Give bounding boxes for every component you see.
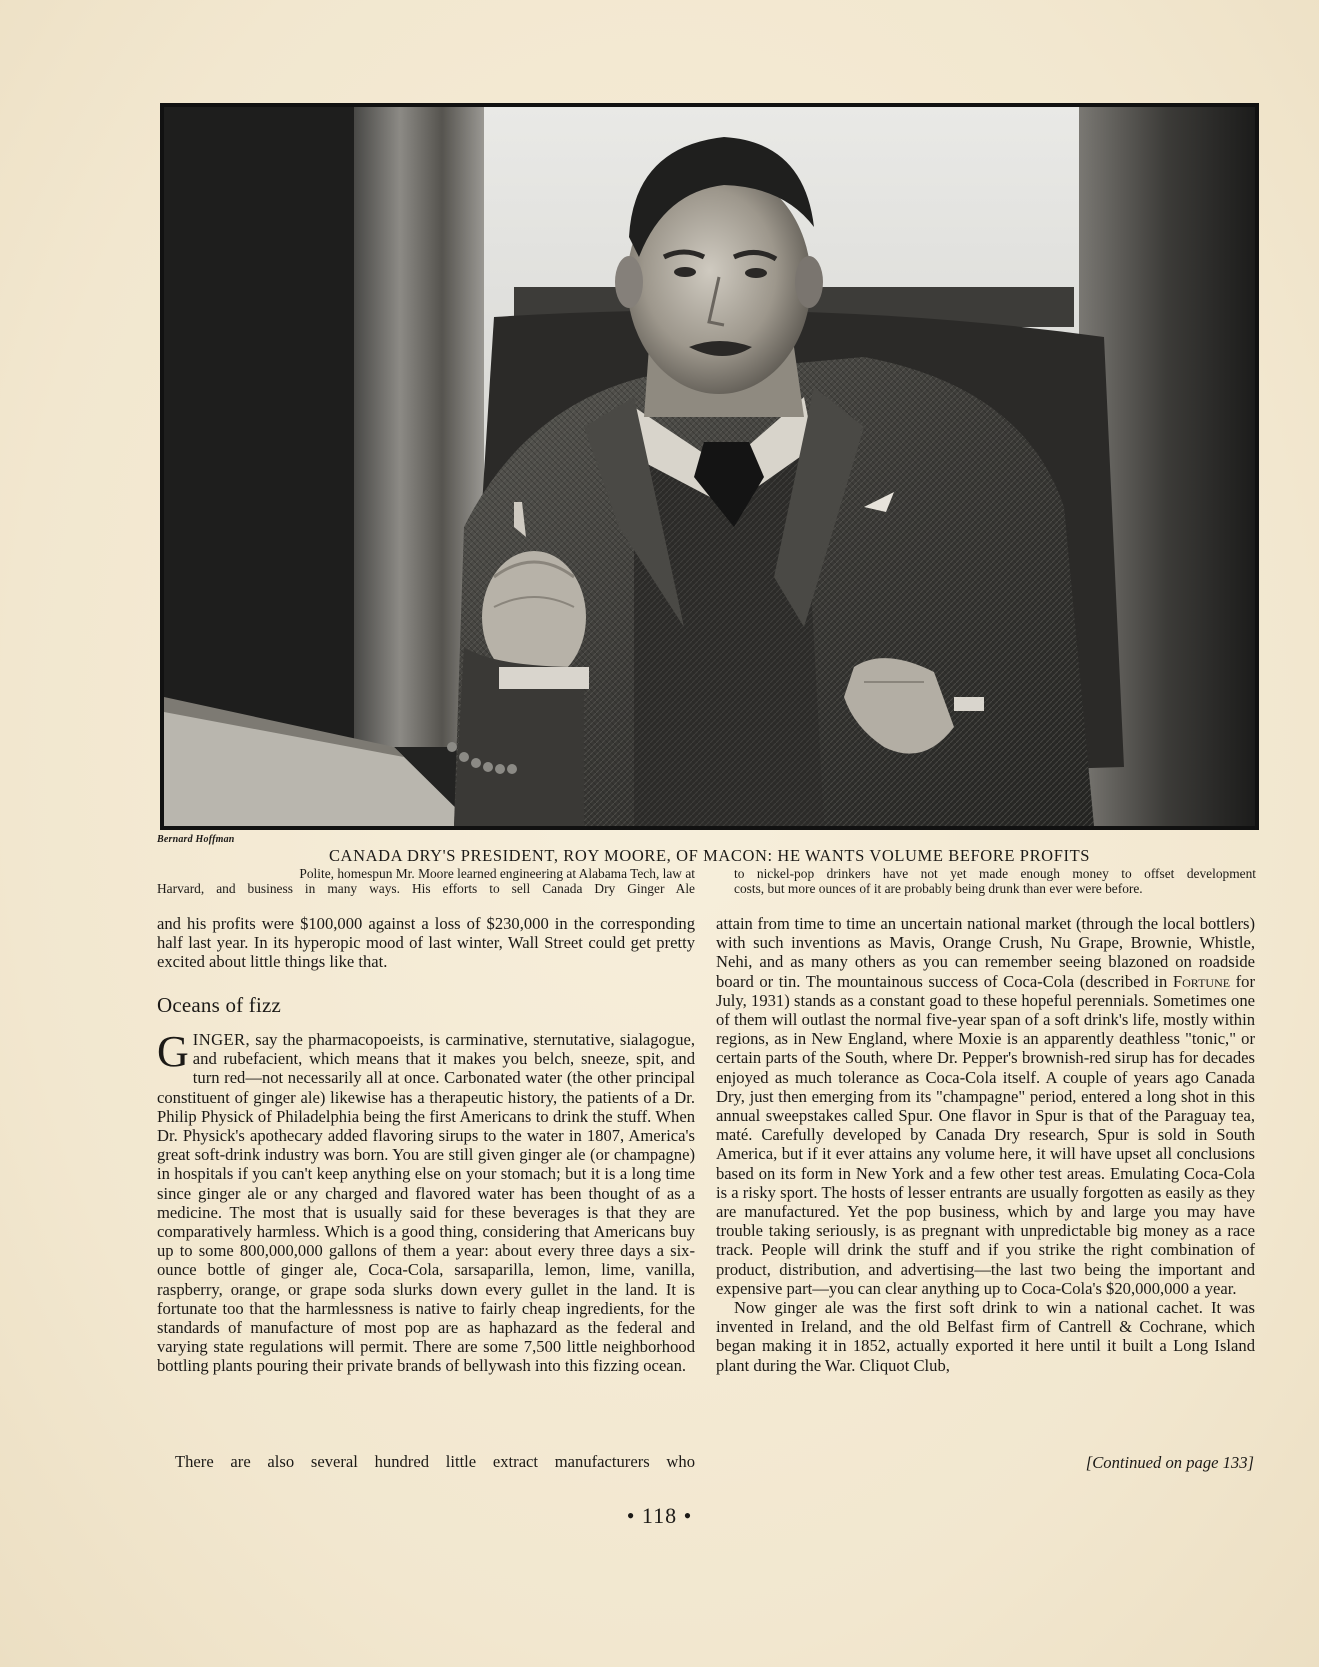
ginger-paragraph — [157, 1027, 695, 1376]
ginger-first-word: INGER, — [192, 1030, 251, 1049]
photo-credit: Bernard Hoffman — [157, 834, 235, 845]
caption-left — [157, 866, 695, 896]
caption-left-line-2: Harvard, and business in many ways. His efforts to sell Canada Dry Ginger Ale — [157, 881, 695, 896]
caption-right-line-2: costs, but more ounces of it are probably being drunk than ever were before. — [734, 881, 1143, 896]
right-paragraph-1-b: for July, 1931) stands as a constant goad to these hopeful perennials. Sometimes one of them will outlast the normal five-year span of a soft drink's life, mostly within regions, as in New England, where Moxie is an apparently deathless "tonic," or certain parts of the South, where Dr. Pepper's brownish-red sirup has for decades enjoyed as much tolerance as Coca-Cola itself. A couple of years ago Canada Dry, just then emerging from its "champagne" period, entered a long shot in this annual sweepstakes called Spur. One flavor in Spur is that of the Paraguay tea, maté. Carefully developed by Canada Dry research, Spur is sold in South America, but if it ever attains any volume here, it will have upset all conclusions based on its form in New York and a few other test areas. Emulating Coca-Cola is a risky sport. The hosts of lesser entrants are usually forgotten as easily as they are manufactured. Yet the pop business, which by and large you may have trouble taking seriously, is as pregnant with unpredictable big money as a race track. People will drink the stuff and if you strike the right combination of product, distribution, and advertising—the last two being the important and expensive part—you can clear anything up to Coca-Cola's $20,000,000 a year. — [716, 971, 1256, 1298]
caption-right — [734, 866, 1256, 896]
continued-note: [Continued on page 133] — [1085, 1453, 1254, 1472]
right-paragraph-1 — [716, 914, 1255, 1298]
left-column — [157, 914, 695, 972]
fortune-reference: Fortune — [1172, 971, 1231, 991]
right-paragraph-1-a: attain from time to time an uncertain national market (through the local bottlers) with such inventions as Mavis, Orange Crush, Nu Grape, Brownie, Whistle, Nehi, and as many others as you can remember seeing blazoned on roadside board or tin. The mountainous success of Coca-Cola (described in — [716, 914, 1255, 991]
page-number: • 118 • — [626, 1503, 693, 1528]
portrait-photo — [160, 103, 1259, 830]
drop-cap: G — [157, 1027, 189, 1076]
intro-paragraph: and his profits were $100,000 against a loss of $230,000 in the corresponding half last year. In its hyperopic mood of last winter, Wall Street could get pretty excited about little things like that. — [157, 914, 695, 972]
right-column — [716, 914, 1255, 1375]
caption-title: CANADA DRY'S PRESIDENT, ROY MOORE, OF MACON: HE WANTS VOLUME BEFORE PROFITS — [328, 846, 1091, 865]
portrait-illustration — [164, 107, 1255, 826]
caption-left-line-1: Polite, homespun Mr. Moore learned engineering at Alabama Tech, law at — [299, 866, 695, 881]
right-paragraph-2: Now ginger ale was the first soft drink to win a national cachet. It was invented in Ireland, and the old Belfast firm of Cantrell & Cochrane, which began making it in 1852, actually exported it here until it built a Long Island plant during the War. Cliquot Club, — [716, 1298, 1255, 1375]
caption-right-line-1: to nickel-pop drinkers have not yet made enough money to offset development — [734, 866, 1256, 881]
extract-paragraph: There are also several hundred little extract manufacturers who — [175, 1452, 695, 1471]
ginger-paragraph-text: say the pharmacopoeists, is carminative, sternutative, sialagogue, and rubefacient, which means that it makes you belch, sneeze, spit, and turn red—not necessarily all at once. Carbonated water (the other principal constituent of ginger ale) likewise has a therapeutic history, the patients of a Dr. Philip Physick of Philadelphia being the first Americans to drink the stuff. When Dr. Physick's apothecary added flavoring sirups to the water in 1807, America's great soft-drink industry was born. You are still given ginger ale (or champagne) in hospitals if you can't keep anything else on your stomach; but it is a long time since ginger ale or any charged and flavored water has been thought of as a medicine. The most that is usually said for these beverages is that they are comparatively harmless. Which is a good thing, considering that Americans buy up to some 800,000,000 gallons of them a year: about every three days a six-ounce bottle of ginger ale, Coca-Cola, sarsaparilla, lemon, lime, vanilla, raspberry, orange, or grape soda slurks down every gullet in the land. It is fortunate too that the harmlessness is native to fairly cheap ingredients, for the standards of manufacture of most pop are as haphazard as the federal and varying state regulations will permit. There are some 7,500 little neighborhood bottling plants pouring their private brands of bellywash into this fizzing ocean. — [157, 1030, 695, 1376]
section-heading: Oceans of fizz — [157, 993, 282, 1017]
